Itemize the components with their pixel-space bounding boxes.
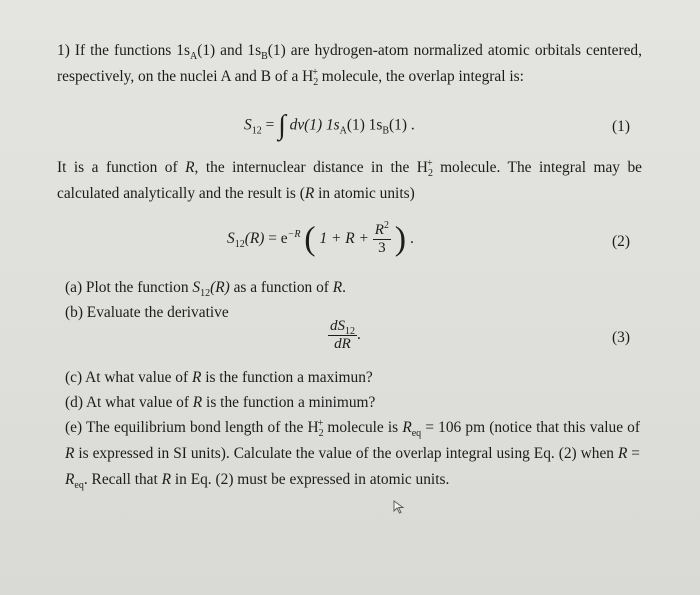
fraction-r2-over-3: $\frac{R^2}{3}$ [374, 220, 389, 256]
part-d: (d) At what value of R is the function a minimum? [65, 394, 376, 411]
equation-1-number: (1) [612, 118, 630, 135]
right-paren: ) [394, 220, 407, 258]
part-b: (b) Evaluate the derivative [65, 304, 229, 321]
part-c: (c) At what value of R is the function a maximun? [65, 369, 373, 386]
equation-1: $S_{12}$ = ∫ dv(1) $1s_A(1)$ $1s_B(1)$ . [244, 110, 415, 141]
mouse-cursor-icon [393, 500, 405, 514]
equation-3-number: (3) [612, 329, 630, 346]
part-a: (a) Plot the function $S_{12}(R)$ as a function of R. [65, 279, 346, 300]
paragraph-2: It is a function of R, the internuclear distance in the $H_2^+$ molecule. The integral may be calculated analytically and the result is (R in atomic units) [57, 157, 642, 202]
equation-3: $\frac{dS_{12}}{dR}$ . [330, 318, 361, 352]
derivative-fraction: $\frac{dS_{12}}{dR}$ [330, 318, 355, 352]
left-paren: ( [304, 220, 316, 258]
equation-2: $S_{12}(R) = e^{-R}$ ( 1 + R + $\frac{R^2}{3}$ ) . [227, 220, 414, 258]
problem-number: 1) [57, 42, 70, 59]
equation-2-number: (2) [612, 233, 630, 250]
integral-symbol: ∫ [278, 110, 286, 141]
part-e: (e) The equilibrium bond length of the $H_2^+$ molecule is $R_{eq} = 106$ pm (notice that this value of R is expressed in SI units). Calculate the value of the overlap integral using Eq. (2) when $R = R_{eq}$. Recall that R in Eq. (2) must be expressed in atomic units. [65, 417, 640, 492]
problem-intro: 1) If the functions $1s_A(1)$ and $1s_B(1)$ are hydrogen-atom normalized atomic orbitals centered, respectively, on the nuclei A and B of a $H_2^+$ molecule, the overlap integral is: [57, 42, 642, 89]
